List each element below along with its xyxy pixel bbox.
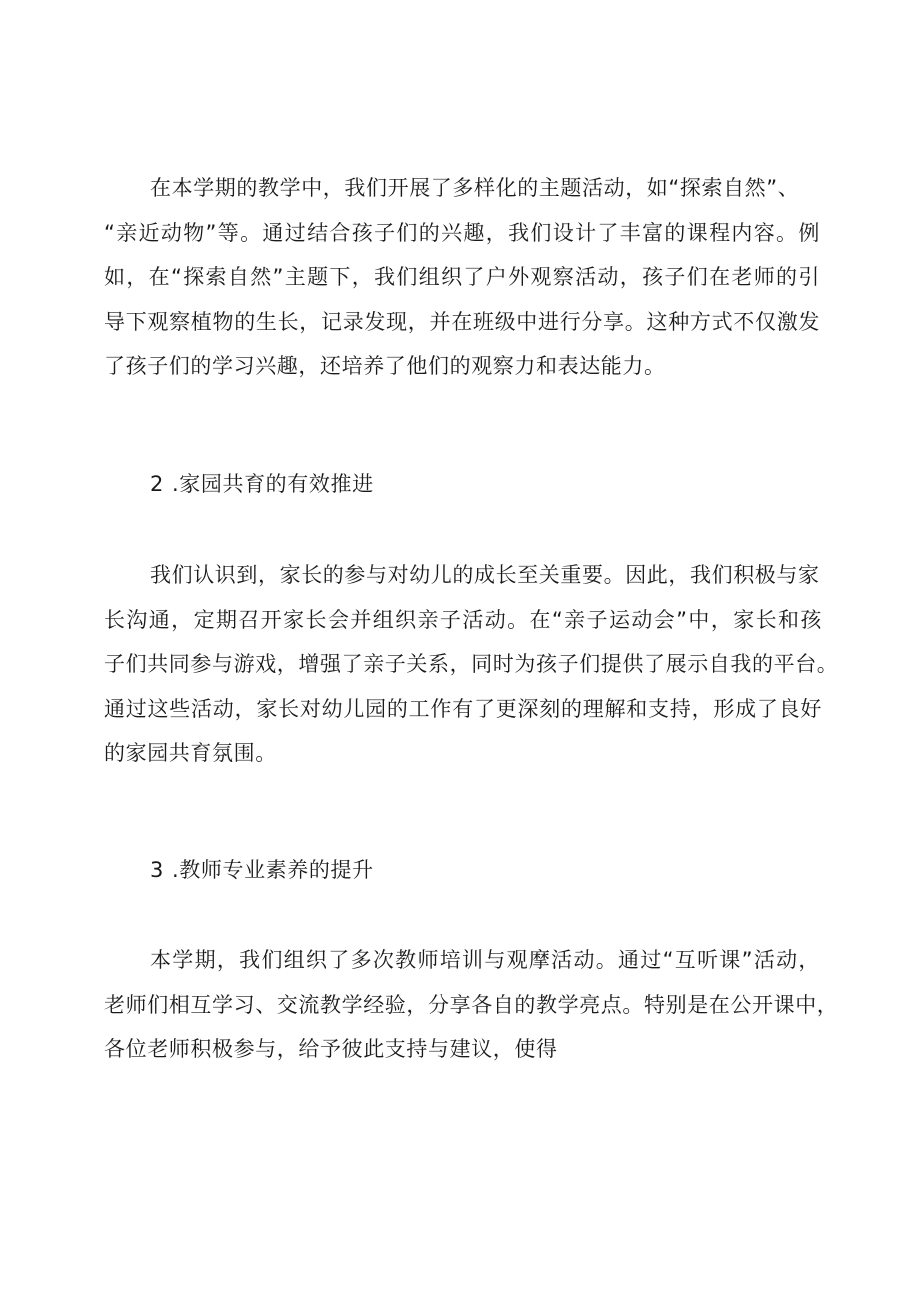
- section-number: 3: [150, 858, 164, 882]
- paragraph-line: 老师们相互学习、交流教学经验，分享各自的教学亮点。特别是在公开课中，: [104, 992, 839, 1017]
- paragraph-line: 子们共同参与游戏，增强了亲子关系，同时为孩子们提供了展示自我的平台。: [104, 652, 839, 676]
- section-title: .教师专业素养的提升: [172, 858, 374, 882]
- section-number: 2: [150, 472, 164, 496]
- paragraph-line: 导下观察植物的生长，记录发现，并在班级中进行分享。这种方式不仅激发: [104, 309, 820, 334]
- paragraph-line: 本学期，我们组织了多次教师培训与观摩活动。通过“互听课”活动，: [150, 948, 820, 972]
- paragraph-line: 在本学期的教学中，我们开展了多样化的主题活动，如“探索自然”、: [150, 176, 800, 200]
- paragraph-line: 各位老师积极参与，给予彼此支持与建议，使得: [104, 1037, 558, 1061]
- section-title: .家园共育的有效推进: [172, 472, 374, 496]
- paragraph-line: 了孩子们的学习兴趣，还培养了他们的观察力和表达能力。: [104, 354, 666, 378]
- paragraph-line: 通过这些活动，家长对幼儿园的工作有了更深刻的理解和支持，形成了良好: [104, 696, 822, 721]
- section-heading-2: [150, 469, 374, 499]
- paragraph-teacher-development: [104, 938, 839, 1072]
- paragraph-home-school-cooperation: [104, 553, 839, 776]
- paragraph-line: 长沟通，定期召开家长会并组织亲子活动。在“亲子运动会”中，家长和孩: [104, 607, 822, 632]
- paragraph-line: 如，在“探索自然”主题下，我们组织了户外观察活动，孩子们在老师的引: [104, 265, 820, 289]
- paragraph-line: 我们认识到，家长的参与对幼儿的成长至关重要。因此，我们积极与家: [150, 563, 820, 587]
- section-heading-3: [150, 855, 374, 885]
- paragraph-line: “亲近动物”等。通过结合孩子们的兴趣，我们设计了丰富的课程内容。例: [104, 220, 820, 245]
- paragraph-teaching-activities: [104, 166, 820, 389]
- paragraph-line: 的家园共育氛围。: [104, 741, 277, 765]
